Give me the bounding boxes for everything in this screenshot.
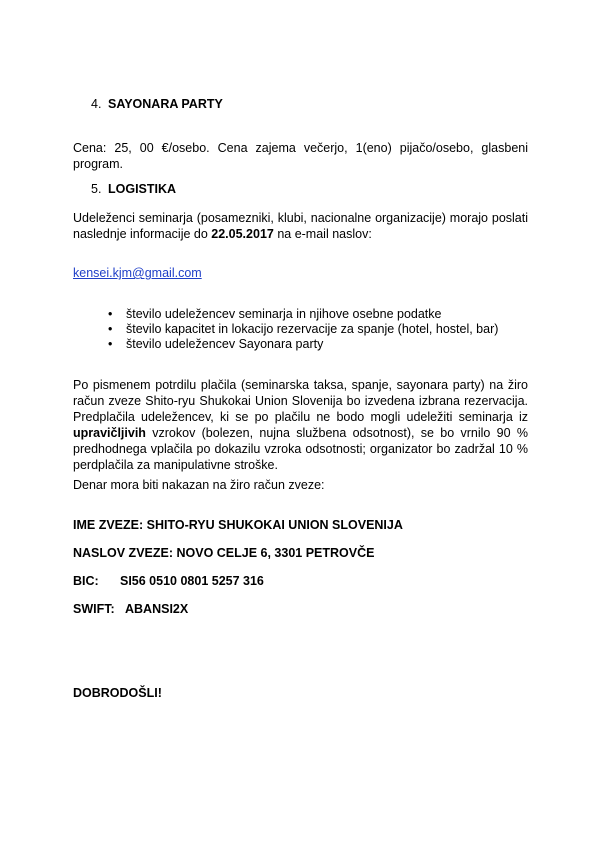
section-number: 5. xyxy=(91,182,102,196)
payment-emphasis: upravičljivih xyxy=(73,426,146,440)
list-item: • število udeležencev Sayonara party xyxy=(108,337,498,352)
list-item: • število kapacitet in lokacijo rezervacije za spanje (hotel, hostel, bar) xyxy=(108,322,498,337)
intro-text-end: na e-mail naslov: xyxy=(273,227,372,241)
email-link[interactable]: kensei.kjm@gmail.com xyxy=(73,266,202,280)
closing-greeting: DOBRODOŠLI! xyxy=(73,686,162,700)
intro-text: Udeleženci seminarja (posamezniki, klubi, nacionalne organizacije) morajo poslati naslednje informacije do xyxy=(73,211,528,241)
price-paragraph: Cena: 25, 00 €/osebo. Cena zajema večerjo, 1(eno) pijačo/osebo, glasbeni program. xyxy=(73,141,528,171)
section-title: LOGISTIKA xyxy=(108,182,177,196)
section-number: 4. xyxy=(91,97,102,111)
section-title: SAYONARA PARTY xyxy=(108,97,223,111)
payment-paragraph xyxy=(73,377,528,473)
bic-line xyxy=(73,574,264,588)
deadline-date: 22.05.2017 xyxy=(211,227,274,241)
section-heading-logistics xyxy=(91,182,176,196)
payment-text: Po pismenem potrdilu plačila (seminarska taksa, spanje, sayonara party) na žiro račun zveze Shito-ryu Shukokai Union Slovenija bo izvedena izbrana rezervacija. Predplačila udeležencev, ki se po plačilu ne bodo mogli udeležiti seminarja iz xyxy=(73,378,528,424)
info-list xyxy=(108,307,498,352)
logistics-intro xyxy=(73,210,528,242)
bic-label: BIC: xyxy=(73,574,99,588)
payment-text-end: vzrokov (bolezen, nujna službena odsotnost), se bo vrnilo 90 % predhodnega vplačila po dokazilu vzroka odsotnosti; organizator bo zadržal 10 % perdplačila za manipulativne stroške. xyxy=(73,426,528,472)
bic-value: SI56 0510 0801 5257 316 xyxy=(120,574,264,588)
association-address: NASLOV ZVEZE: NOVO CELJE 6, 3301 PETROVČE xyxy=(73,546,375,560)
association-name: IME ZVEZE: SHITO-RYU SHUKOKAI UNION SLOVENIJA xyxy=(73,518,403,532)
swift-value: ABANSI2X xyxy=(125,602,189,616)
list-item: • število udeležencev seminarja in njihove osebne podatke xyxy=(108,307,498,322)
swift-line xyxy=(73,602,188,616)
section-heading-sayonara xyxy=(91,97,223,111)
account-note: Denar mora biti nakazan na žiro račun zveze: xyxy=(73,478,325,492)
swift-label: SWIFT: xyxy=(73,602,115,616)
